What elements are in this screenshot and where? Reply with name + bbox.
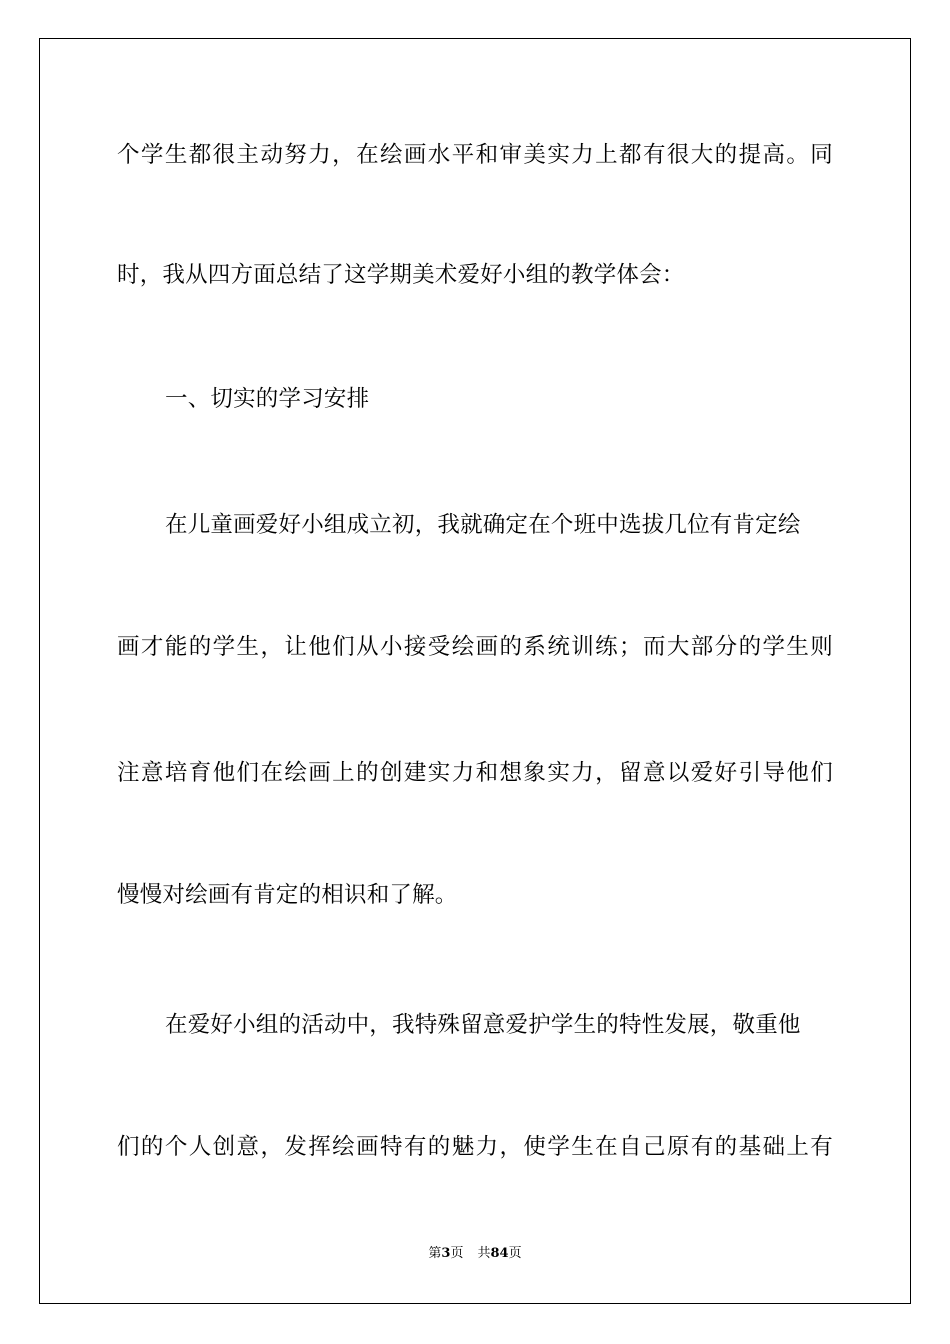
- body-text-line-1: 个学生都很主动努力，在绘画水平和审美实力上都有很大的提高。同: [117, 142, 833, 168]
- footer-page-suffix: 页: [450, 1246, 464, 1261]
- body-text-line-8: 们的个人创意，发挥绘画特有的魅力，使学生在自己原有的基础上有: [117, 1134, 833, 1160]
- section-heading: 一、切实的学习安排: [165, 386, 370, 412]
- body-text-line-2: 时，我从四方面总结了这学期美术爱好小组的教学体会：: [117, 262, 685, 288]
- page-footer: [0, 1244, 950, 1264]
- footer-total-prefix: 共: [477, 1246, 491, 1261]
- footer-page-prefix: 第: [428, 1246, 442, 1261]
- page-border: [39, 38, 911, 1304]
- footer-page-number: 3: [441, 1246, 451, 1261]
- footer-total-pages: 84: [490, 1246, 509, 1261]
- body-text-line-7: 在爱好小组的活动中，我特殊留意爱护学生的特性发展，敬重他: [165, 1012, 801, 1038]
- body-text-line-5: 注意培育他们在绘画上的创建实力和想象实力，留意以爱好引导他们: [117, 760, 833, 786]
- body-text-line-4: 画才能的学生，让他们从小接受绘画的系统训练；而大部分的学生则: [117, 634, 833, 660]
- footer-total-suffix: 页: [508, 1246, 522, 1261]
- body-text-line-6: 慢慢对绘画有肯定的相识和了解。: [117, 882, 458, 908]
- body-text-line-3: 在儿童画爱好小组成立初，我就确定在个班中选拔几位有肯定绘: [165, 512, 801, 538]
